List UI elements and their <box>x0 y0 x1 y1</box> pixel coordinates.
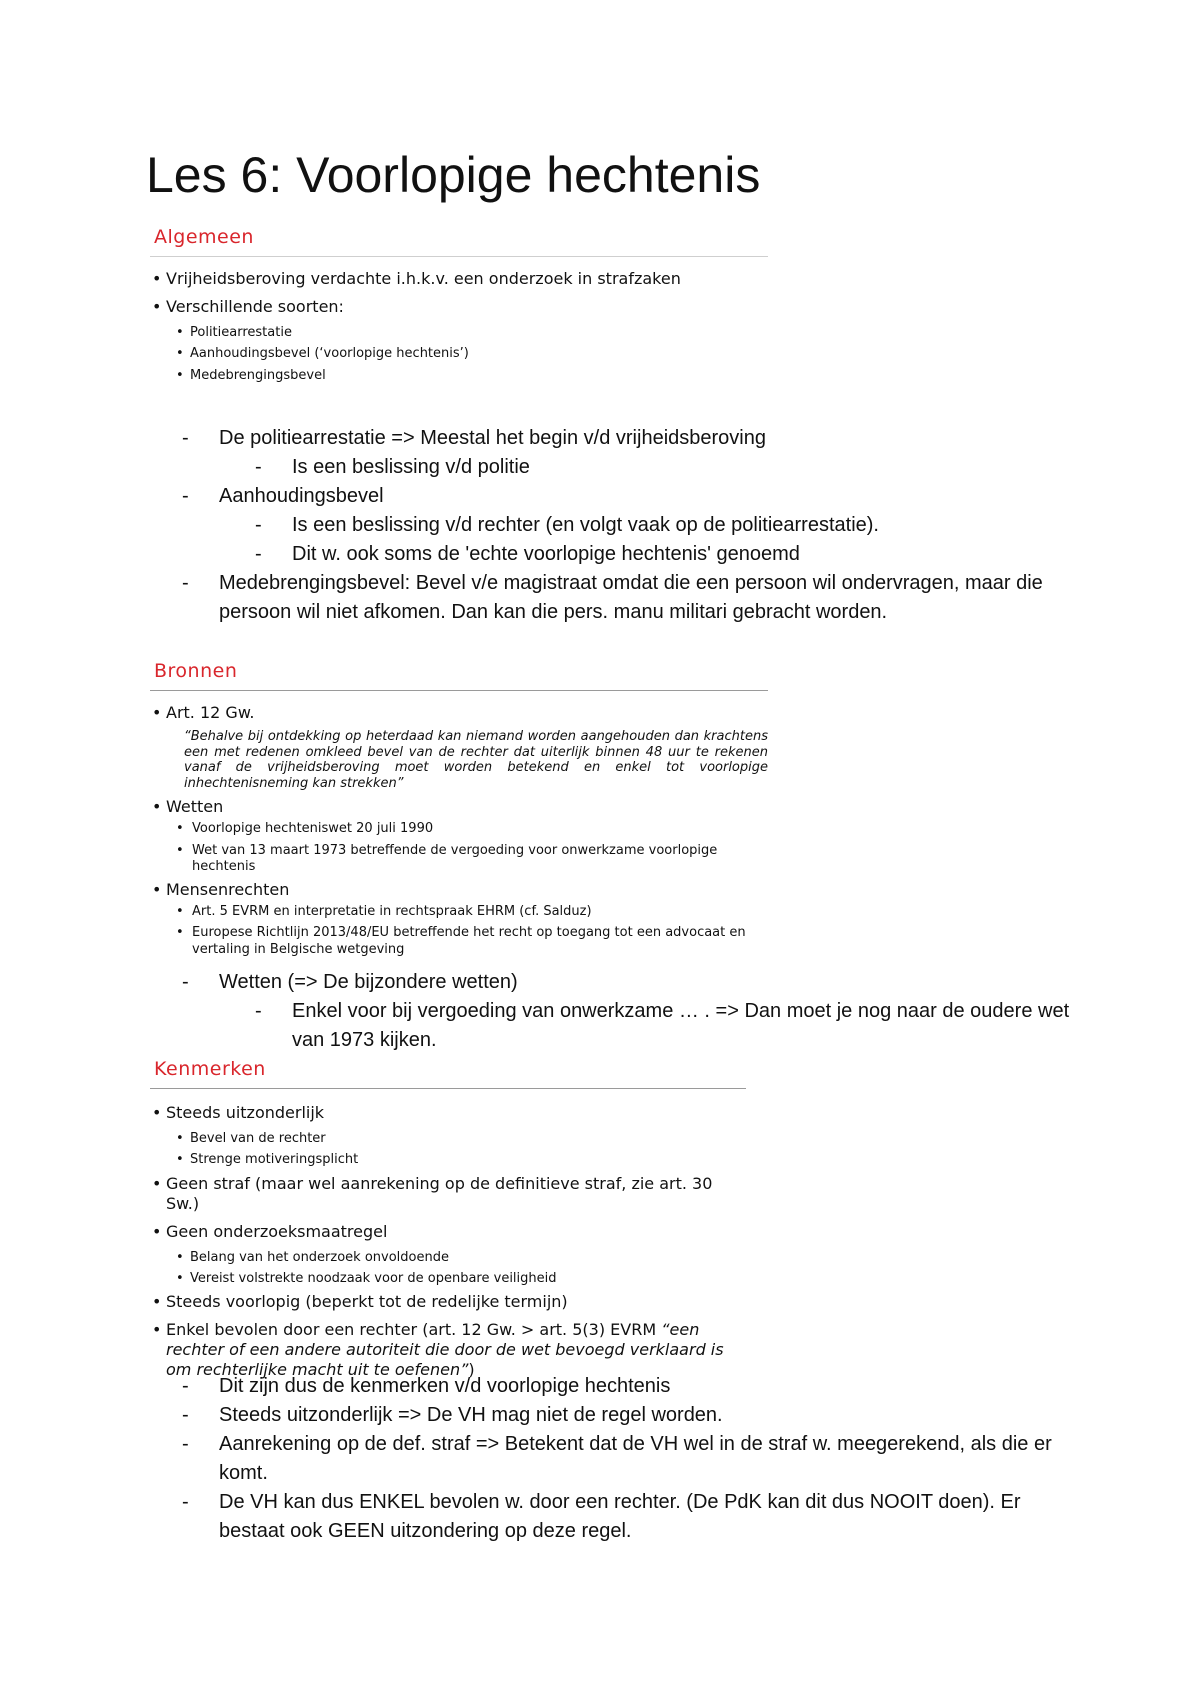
notes-kenmerken <box>180 1372 1080 1546</box>
sub-bullet-item: • Wet van 13 maart 1973 betreffende de vergoeding voor onwerkzame voorlopige hechtenis <box>150 843 768 876</box>
note-subitem: - Is een beslissing v/d rechter (en volgt vaak op de politiearrestatie). <box>180 511 1080 540</box>
section-heading-kenmerken: Kenmerken <box>154 1058 266 1080</box>
slide-kenmerken <box>150 1058 746 1388</box>
note-item: - Medebrengingsbevel: Bevel v/e magistraat omdat die een persoon wil ondervragen, maar die persoon wil niet afkomen. Dan kan die pers. manu militari gebracht worden. <box>180 569 1099 627</box>
note-item: - Wetten (=> De bijzondere wetten) <box>180 968 1080 997</box>
note-item: - Aanrekening op de def. straf => Betekent dat de VH wel in de straf w. meegerekend, als die er komt. <box>180 1430 1089 1488</box>
sub-bullet-item: • Bevel van de rechter <box>150 1131 746 1147</box>
notes-bronnen <box>180 968 1080 1055</box>
note-subitem: - Dit w. ook soms de 'echte voorlopige hechtenis' genoemd <box>180 540 1080 569</box>
note-item: - Aanhoudingsbevel <box>180 482 1080 511</box>
bullet-item: • Verschillende soorten: <box>150 297 768 317</box>
bullet-item: • Geen straf (maar wel aanrekening op de definitieve straf, zie art. 30 Sw.) <box>150 1174 746 1214</box>
divider <box>150 690 768 691</box>
sub-bullet-item: • Vereist volstrekte noodzaak voor de openbare veiligheid <box>150 1271 746 1287</box>
note-item: - Dit zijn dus de kenmerken v/d voorlopige hechtenis <box>180 1372 1080 1401</box>
bullet-item: • Wetten <box>150 797 768 817</box>
bullet-item-enkel-rechter <box>150 1320 726 1380</box>
note-item: - De politiearrestatie => Meestal het begin v/d vrijheidsberoving <box>180 424 1080 453</box>
bullet-text-end: ) <box>468 1360 475 1379</box>
notes-algemeen <box>180 424 1080 627</box>
page-title: Les 6: Voorlopige hechtenis <box>146 147 761 203</box>
sub-bullet-item: • Belang van het onderzoek onvoldoende <box>150 1250 746 1266</box>
sub-bullet-item: • Politiearrestatie <box>150 325 768 341</box>
sub-bullet-item: • Voorlopige hechteniswet 20 juli 1990 <box>150 821 768 837</box>
divider <box>150 1088 746 1089</box>
bullet-quote: “een rechter of een andere autoriteit die door de wet bevoegd verklaard is om rechterlijke macht uit te oefenen” <box>166 1320 724 1379</box>
sub-bullet-item: • Europese Richtlijn 2013/48/EU betreffende het recht op toegang tot een advocaat en vertaling in Belgische wetgeving <box>150 925 768 958</box>
note-item: - Steeds uitzonderlijk => De VH mag niet de regel worden. <box>180 1401 1080 1430</box>
bullet-item: • Steeds voorlopig (beperkt tot de redelijke termijn) <box>150 1292 746 1312</box>
note-item: - De VH kan dus ENKEL bevolen w. door een rechter. (De PdK kan dit dus NOOIT doen). Er bestaat ook GEEN uitzondering op deze regel. <box>180 1488 1089 1546</box>
bullet-item: • Steeds uitzonderlijk <box>150 1103 746 1123</box>
bullet-item: • Vrijheidsberoving verdachte i.h.k.v. een onderzoek in strafzaken <box>150 269 768 289</box>
bullet-text: Enkel bevolen door een rechter (art. 12 Gw. > art. 5(3) EVRM <box>166 1320 662 1339</box>
bullet-item: • Geen onderzoeksmaatregel <box>150 1222 746 1242</box>
slide-bronnen <box>150 660 768 963</box>
note-subitem: - Enkel voor bij vergoeding van onwerkzame … . => Dan moet je nog naar de oudere wet van 1973 kijken. <box>180 997 1092 1055</box>
sub-bullet-item: • Medebrengingsbevel <box>150 368 768 384</box>
section-heading-algemeen: Algemeen <box>154 226 254 248</box>
section-heading-bronnen: Bronnen <box>154 660 238 682</box>
sub-bullet-item: • Art. 5 EVRM en interpretatie in rechtspraak EHRM (cf. Salduz) <box>150 904 768 920</box>
note-subitem: - Is een beslissing v/d politie <box>180 453 1080 482</box>
divider <box>150 256 768 257</box>
bullet-item: • Art. 12 Gw. <box>150 703 768 723</box>
sub-bullet-item: • Aanhoudingsbevel (‘voorlopige hechtenis’) <box>150 346 768 362</box>
slide-algemeen <box>150 226 768 389</box>
sub-bullet-item: • Strenge motiveringsplicht <box>150 1152 746 1168</box>
quote-text: “Behalve bij ontdekking op heterdaad kan niemand worden aangehouden dan krachtens een met redenen omkleed bevel van de rechter dat uiterlijk binnen 48 uur te rekenen vanaf de vrijheidsberoving moet worden betekend en enkel tot voorlopige inhechtenisneming kan strekken” <box>184 729 768 791</box>
bullet-item: • Mensenrechten <box>150 880 768 900</box>
